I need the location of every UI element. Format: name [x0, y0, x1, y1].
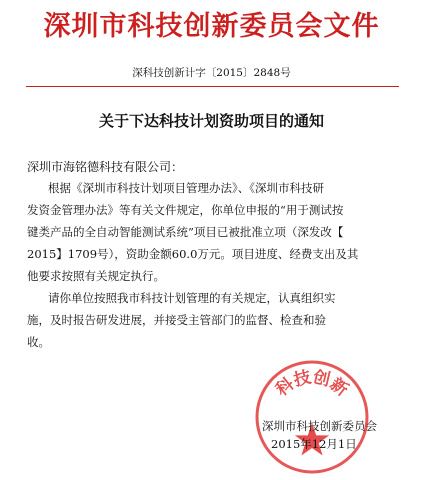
- addressee: 深圳市海铭德科技有限公司：: [27, 160, 184, 174]
- seal-text-path: 科技创新: [272, 367, 352, 401]
- document-header-title: 深圳市科技创新委员会文件: [43, 11, 380, 42]
- paragraph-line: 发资金管理办法》等有关文件规定，你单位申报的“用于测试按: [27, 203, 344, 217]
- signing-date: 2015年12月1日: [271, 437, 357, 451]
- notice-title: 关于下达科技计划资助项目的通知: [98, 112, 324, 130]
- official-seal-stamp: [252, 357, 372, 477]
- document-number: 深科技创新计字〔2015〕2848号: [132, 67, 291, 79]
- paragraph-line: 2015】1709号），资助金额60.0万元。项目进度、经费支出及其: [27, 247, 359, 261]
- paragraph-line: 施，及时报告研发进展，并接受主管部门的监督、检查和验: [27, 313, 326, 327]
- header-red-divider: [26, 86, 399, 87]
- seal-ring: [257, 362, 367, 472]
- paragraph-line: 根据《深圳市科技计划项目管理办法》、《深圳市科技研: [48, 181, 324, 195]
- paragraph-line: 他要求按照有关规定执行。: [27, 269, 165, 283]
- paragraph-line: 收。: [27, 335, 50, 349]
- paragraph-line: 键类产品的全自动智能测试系统”项目已被批准立项（深发改【: [27, 225, 344, 239]
- paragraph-line: 请你单位按照我市科技计划管理的有关规定，认真组织实: [48, 291, 336, 305]
- signing-organization: 深圳市科技创新委员会: [262, 419, 377, 433]
